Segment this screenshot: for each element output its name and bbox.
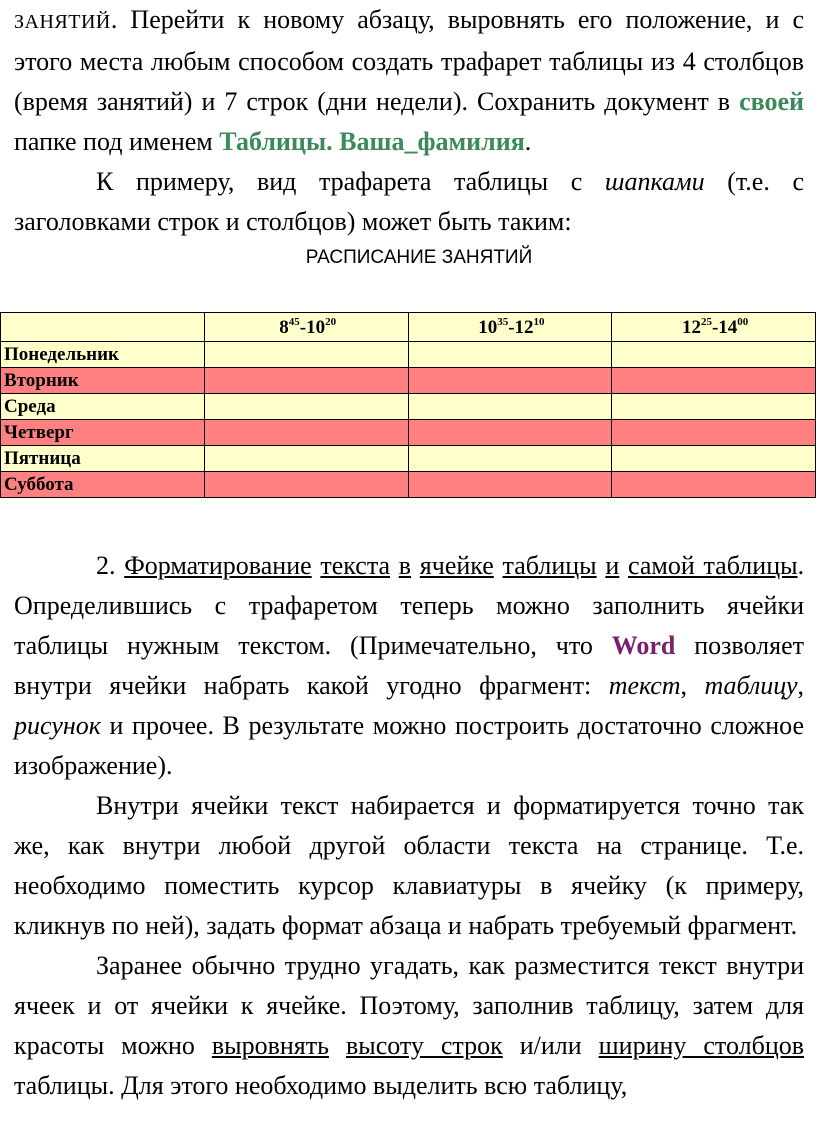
- table-cell: [612, 342, 816, 368]
- text-span: ,: [797, 671, 804, 700]
- header-cell: $8^{45}-10^{20}$: [204, 313, 408, 342]
- underlined-word: самой таблицы: [628, 551, 798, 580]
- italic-term: текст: [608, 671, 681, 700]
- underlined-word: Форматирование: [124, 551, 312, 580]
- table-header-row: [1, 313, 816, 342]
- table-cell: [612, 368, 816, 394]
- text-span: (т.е. с заголовками строк и столбцов) может быть таким:: [14, 167, 804, 236]
- table-cell: [408, 472, 612, 498]
- text-span: и прочее. В результате можно построить достаточно сложное изображение).: [14, 711, 804, 780]
- underlined-word: таблицы: [502, 551, 597, 580]
- paragraph-5: [14, 946, 804, 1106]
- table-cell: [408, 368, 612, 394]
- text-smallcaps: ЗАНЯТИЙ: [14, 11, 111, 33]
- header-cell: $10^{35}-12^{10}$: [408, 313, 612, 342]
- underlined-word: в: [398, 551, 412, 580]
- italic-term: шапками: [604, 167, 705, 196]
- underlined-word: ширину столбцов: [598, 1031, 805, 1060]
- row-header: Пятница: [1, 446, 205, 472]
- text-span: .: [524, 127, 532, 156]
- underlined-word: высоту строк: [345, 1031, 503, 1060]
- row-header: Понедельник: [1, 342, 205, 368]
- table-row: [1, 420, 816, 446]
- table-cell: [204, 472, 408, 498]
- row-header: Четверг: [1, 420, 205, 446]
- table-cell: [612, 394, 816, 420]
- row-header: Вторник: [1, 368, 205, 394]
- document-page-lower: [14, 546, 804, 1106]
- header-cell: $12^{25}-14^{00}$: [612, 313, 816, 342]
- table-cell: [204, 420, 408, 446]
- table-cell: [204, 342, 408, 368]
- underlined-word: текста: [320, 551, 391, 580]
- text-span: Заранее обычно трудно угадать, как разместится текст внутри ячеек и от ячейки к ячейке. Поэтому, заполнив таблицу, затем для красоты можно: [14, 951, 804, 1060]
- text-span: . Перейти к новому абзацу, выровнять его положение, и с этого места любым способом создать трафарет таблицы из 4 столбцов (время занятий) и 7 строк (дни недели). Сохранить документ в: [14, 5, 804, 116]
- underlined-word: ячейке: [419, 551, 494, 580]
- table-cell: [408, 342, 612, 368]
- section-number: 2.: [96, 551, 125, 580]
- highlight-filename: Таблицы. Ваша_фамилия: [219, 127, 525, 156]
- table-cell: [408, 446, 612, 472]
- table-row: [1, 342, 816, 368]
- text-span: . Определившись с трафаретом теперь можно заполнить ячейки таблицы нужным текстом. (Примечательно, что: [14, 551, 805, 660]
- table-row: [1, 446, 816, 472]
- schedule-table: [0, 312, 816, 498]
- text-span: ,: [680, 671, 705, 700]
- table-cell: [612, 420, 816, 446]
- italic-term: рисунок: [14, 711, 101, 740]
- text-span: таблицы. Для этого необходимо выделить всю таблицу,: [14, 1071, 628, 1100]
- row-header: Среда: [1, 394, 205, 420]
- text-span: К примеру, вид трафарета таблицы с: [96, 167, 605, 196]
- table-cell: [612, 472, 816, 498]
- highlight-own: своей: [739, 87, 804, 116]
- text-span: папке под именем: [14, 127, 220, 156]
- paragraph-2: [14, 162, 804, 242]
- table-row: [1, 394, 816, 420]
- paragraph-1: [14, 0, 804, 162]
- table-caption: РАСПИСАНИЕ ЗАНЯТИЙ: [305, 247, 533, 268]
- table-cell: [204, 368, 408, 394]
- text-span: позволяет внутри ячейки набрать какой угодно фрагмент:: [14, 631, 805, 700]
- paragraph-4: Внутри ячейки текст набирается и форматируется точно так же, как внутри любой другой области текста на странице. Т.е. необходимо поместить курсор клавиатуры в ячейку (к примеру, кликнув по ней), задать формат абзаца и набрать требуемый фрагмент.: [14, 791, 804, 940]
- table-cell: [408, 420, 612, 446]
- table-cell: [204, 446, 408, 472]
- underlined-word: выровнять: [211, 1031, 329, 1060]
- row-header: Суббота: [1, 472, 205, 498]
- text-span: и/или: [502, 1031, 599, 1060]
- table-row: [1, 472, 816, 498]
- corner-cell: [1, 313, 205, 342]
- paragraph-3: [14, 546, 804, 786]
- text-span: [329, 1031, 346, 1060]
- italic-term: таблицу: [704, 671, 798, 700]
- table-cell: [612, 446, 816, 472]
- table-row: [1, 368, 816, 394]
- underlined-word: и: [605, 551, 620, 580]
- table-cell: [408, 394, 612, 420]
- table-cell: [204, 394, 408, 420]
- highlight-word: Word: [611, 631, 676, 660]
- document-page: [14, 0, 804, 270]
